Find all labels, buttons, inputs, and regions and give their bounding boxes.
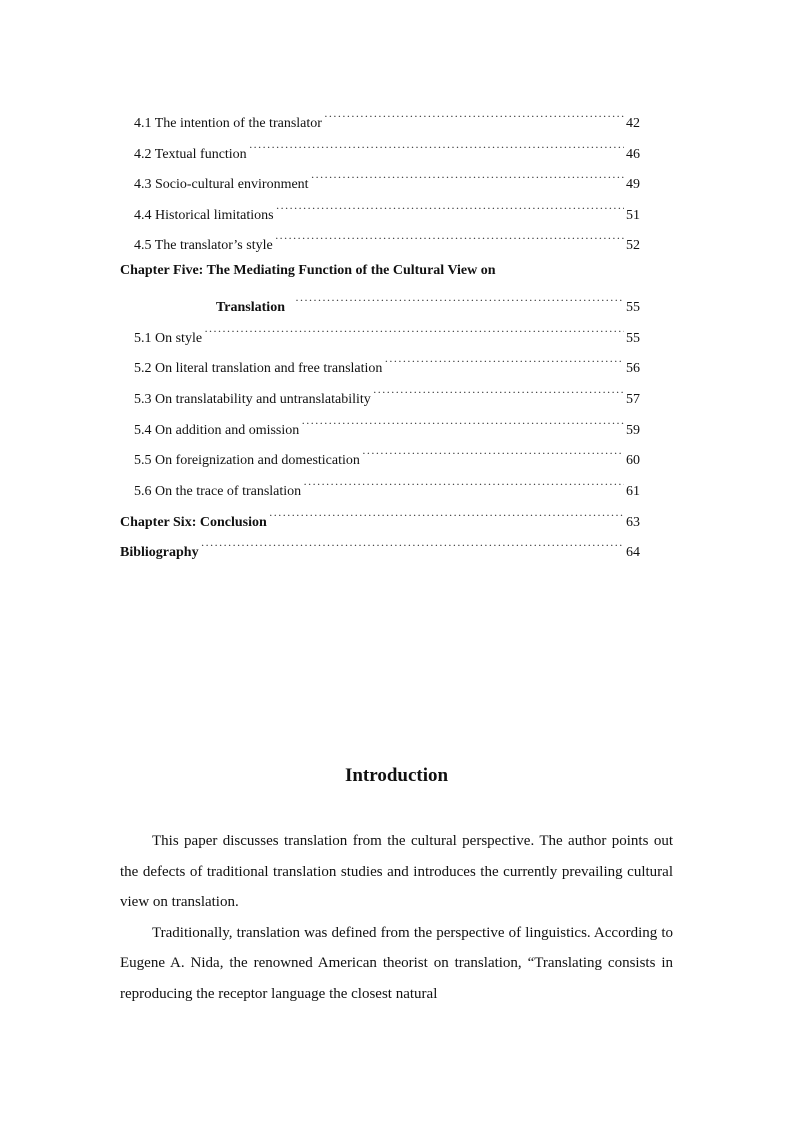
toc-entry-label: 4.1 The intention of the translator [134, 116, 322, 131]
toc-entry[interactable] [134, 324, 640, 348]
toc-page-number: 55 [626, 331, 640, 346]
toc-entry[interactable] [134, 477, 640, 501]
toc-entry[interactable] [134, 354, 640, 378]
toc-entry-label: 5.4 On addition and omission [134, 423, 300, 438]
toc-entry[interactable] [134, 231, 640, 255]
toc-chapter-entry[interactable] [120, 262, 640, 280]
toc-page-number: 52 [626, 238, 640, 253]
toc-entry[interactable] [134, 385, 640, 409]
section-heading: Introduction [344, 765, 449, 786]
toc-chapter-entry-continued[interactable] [216, 293, 640, 317]
dot-leader [295, 293, 624, 311]
toc-page-number: 57 [626, 392, 640, 407]
body-paragraph: Traditionally, translation was defined from the perspective of linguistics. According to Eugene A. Nida, the renowned American theorist on translation, “Translating consists in reproducing the receptor language the closest natural [120, 924, 673, 1002]
toc-chapter-label: Chapter Six: Conclusion [120, 515, 267, 530]
toc-page-number: 59 [626, 423, 640, 438]
dot-leader [373, 385, 624, 403]
toc-entry-label: 4.2 Textual function [134, 147, 247, 162]
dot-leader [269, 508, 624, 526]
dot-leader [249, 140, 624, 158]
toc-entry-label: 4.4 Historical limitations [134, 208, 274, 223]
dot-leader [275, 231, 624, 249]
dot-leader [303, 477, 624, 495]
toc-chapter-entry[interactable] [120, 538, 640, 562]
toc-entry-label: 5.3 On translatability and untranslatability [134, 392, 371, 407]
toc-page-number: 51 [626, 208, 640, 223]
dot-leader [324, 109, 624, 127]
toc-page-number: 64 [626, 545, 640, 560]
toc-page-number: 46 [626, 147, 640, 162]
dot-leader [384, 354, 624, 372]
body-paragraph: This paper discusses translation from the cultural perspective. The author points out the defects of traditional translation studies and introduces the currently prevailing cultural view on translation. [120, 833, 673, 910]
toc-page-number: 56 [626, 361, 640, 376]
dot-leader [362, 446, 624, 464]
toc-page-number: 63 [626, 515, 640, 530]
toc-entry-label: 4.3 Socio-cultural environment [134, 177, 309, 192]
toc-entry-label: 5.5 On foreignization and domestication [134, 453, 360, 468]
dot-leader [301, 416, 624, 434]
toc-entry-label: 5.6 On the trace of translation [134, 484, 302, 499]
toc-entry[interactable] [134, 140, 640, 164]
toc-page-number: 49 [626, 177, 640, 192]
toc-page-number: 61 [626, 484, 640, 499]
toc-page-number: 60 [626, 453, 640, 468]
toc-entry[interactable] [134, 170, 640, 194]
introduction-body [120, 826, 673, 1009]
dot-leader [204, 324, 624, 342]
toc-entry-label: 5.1 On style [134, 331, 203, 346]
dot-leader [276, 201, 624, 219]
toc-entry-label: 4.5 The translator’s style [134, 238, 273, 253]
dot-leader [201, 538, 624, 556]
toc-entry[interactable] [134, 109, 640, 133]
toc-entry-label: 5.2 On literal translation and free translation [134, 361, 383, 376]
toc-chapter-label: Bibliography [120, 545, 199, 560]
toc-page-number: 42 [626, 116, 640, 131]
toc-entry[interactable] [134, 416, 640, 440]
toc-entry[interactable] [134, 446, 640, 470]
toc-chapter-label: Chapter Five: The Mediating Function of the Cultural View on [120, 263, 496, 278]
toc-entry[interactable] [134, 201, 640, 225]
toc-chapter-entry[interactable] [120, 508, 640, 532]
toc-chapter-label: Translation [216, 300, 285, 315]
toc-page-number: 55 [626, 300, 640, 315]
dot-leader [311, 170, 624, 188]
